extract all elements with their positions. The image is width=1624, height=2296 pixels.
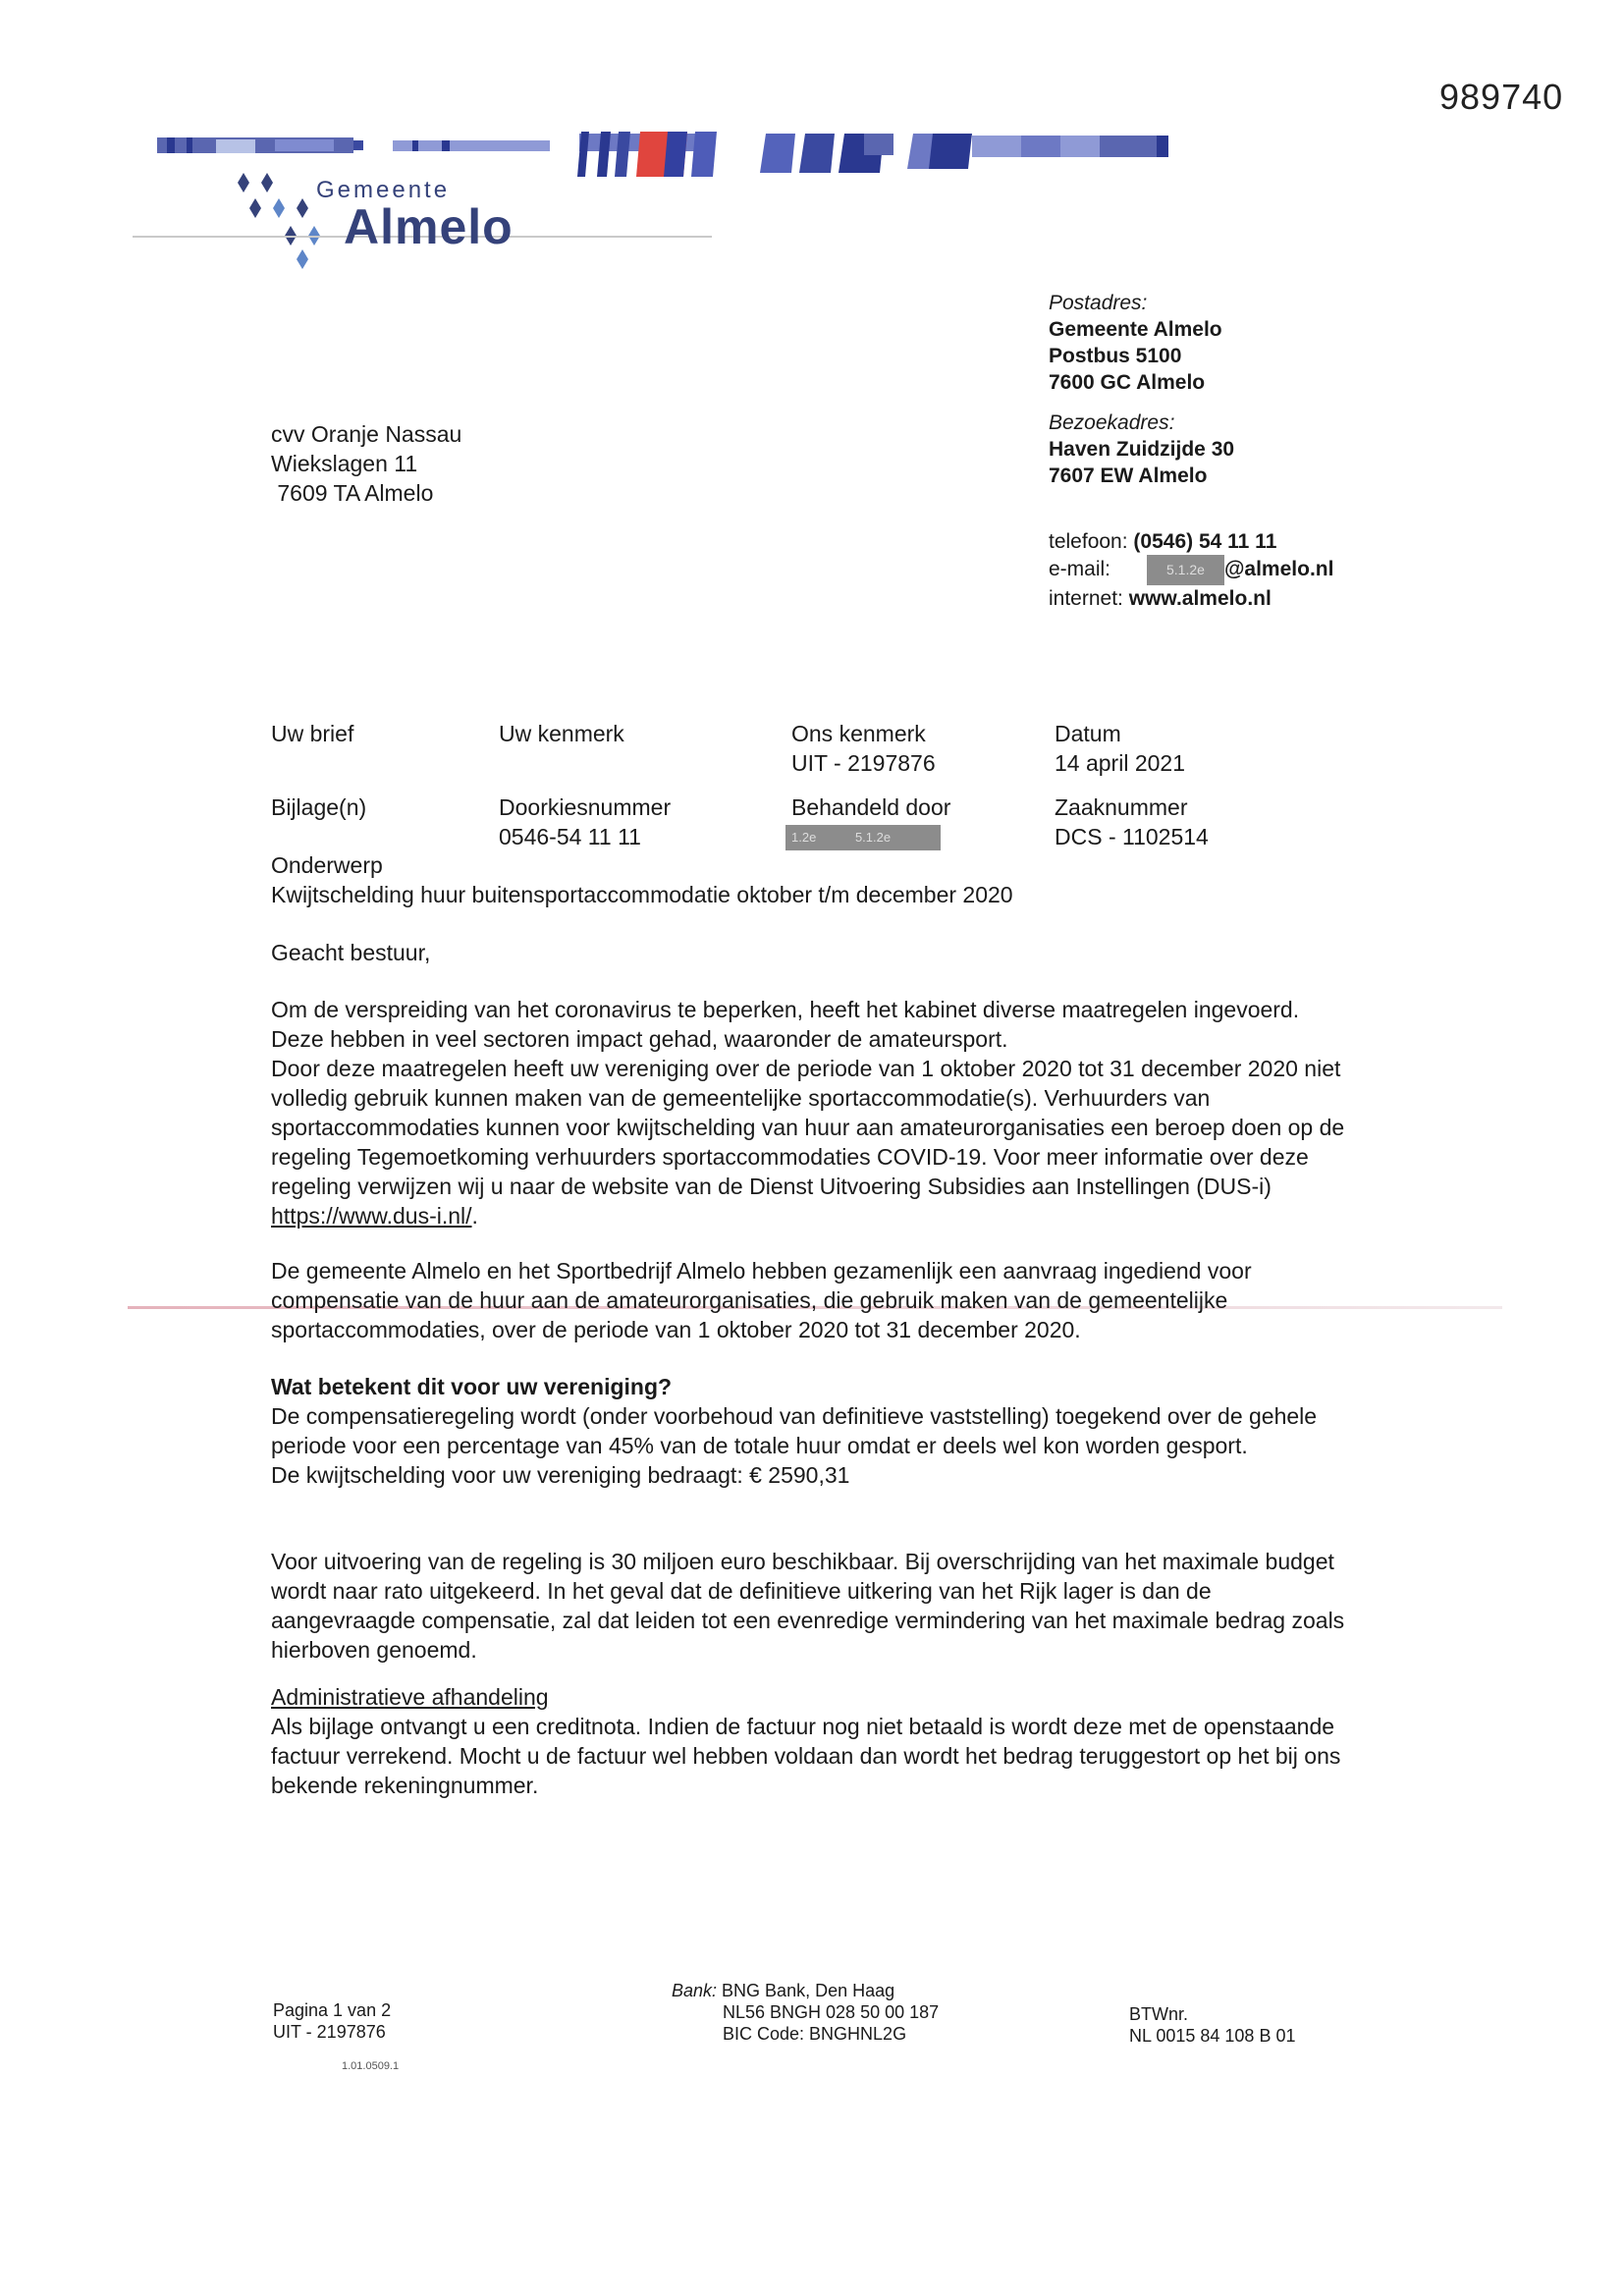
doorkies-value: 0546-54 11 11 (499, 824, 641, 849)
document-number: 989740 (1439, 77, 1564, 117)
internet-label: internet: (1049, 587, 1123, 610)
ons-kenmerk-label: Ons kenmerk (791, 721, 926, 746)
logo-diamonds-icon (232, 169, 326, 285)
page-number: Pagina 1 van 2 (273, 2000, 392, 2020)
onderwerp-label: Onderwerp (271, 852, 383, 878)
visit-label: Bezoekadres: (1049, 411, 1175, 434)
section-heading: Wat betekent dit voor uw vereniging? (271, 1374, 673, 1399)
footer-btw (1129, 2003, 1295, 2047)
footer-bank (672, 1980, 939, 2045)
paragraph-text: Voor uitvoering van de regeling is 30 miljoen euro beschikbaar. Bij overschrijding van het maximale budget wordt naar rato uitgekeerd. In het geval dat de definitieve uitkering van het Rijk lager is dan de aangevraagde compensatie, zal dat leiden tot een evenredige vermindering van het maximale bedrag zoals hierboven genoemd. (271, 1549, 1345, 1663)
btw-label: BTWnr. (1129, 2004, 1189, 2024)
paragraph-end: . (471, 1203, 478, 1229)
bijlage-label: Bijlage(n) (271, 794, 367, 820)
zaak-value: DCS - 1102514 (1055, 824, 1209, 849)
btw-number: NL 0015 84 108 B 01 (1129, 2026, 1296, 2046)
postal-line: 7600 GC Almelo (1049, 371, 1206, 394)
behandeld-redaction (785, 825, 941, 850)
phone-value: (0546) 54 11 11 (1133, 530, 1277, 553)
datum-label: Datum (1055, 721, 1121, 746)
uw-brief-label: Uw brief (271, 721, 354, 746)
letter-paragraph-1 (271, 995, 1351, 1230)
letter-paragraph-2 (271, 1256, 1351, 1344)
paragraph-text: De gemeente Almelo en het Sportbedrijf Almelo hebben gezamenlijk een aanvraag ingediend voor compensatie van de huur aan de amateurorganisaties, die gebruik maken van de gemeentelijke sportaccommodaties, over de periode van 1 oktober 2020 tot 31 december 2020. (271, 1258, 1252, 1342)
recipient-line: Wiekslagen 11 (271, 451, 418, 476)
letter-paragraph-4 (271, 1547, 1351, 1665)
uw-kenmerk-label: Uw kenmerk (499, 721, 624, 746)
letter-section-administratie (271, 1682, 1351, 1800)
bank-name: BNG Bank, Den Haag (722, 1981, 895, 2000)
doorkies-label: Doorkiesnummer (499, 794, 672, 820)
logo-text-small: Gemeente (316, 177, 451, 203)
footer-page (273, 1999, 391, 2043)
recipient-line: cvv Oranje Nassau (271, 421, 462, 447)
paragraph-text: De compensatieregeling wordt (onder voorbehoud van definitieve vaststelling) toegekend over de gehele periode voor een percentage van 45% van de totale huur omdat er deels wel kon worden gesport. (271, 1403, 1318, 1458)
visit-line: 7607 EW Almelo (1049, 465, 1208, 487)
section-heading: Administratieve afhandeling (271, 1684, 549, 1710)
form-code: 1.01.0509.1 (342, 2060, 400, 2072)
paragraph-text: Om de verspreiding van het coronavirus te beperken, heeft het kabinet diverse maatregelen ingevoerd. Deze hebben in veel sectoren impact gehad, waaronder de amateursport. (271, 997, 1300, 1052)
internet-link[interactable]: www.almelo.nl (1128, 587, 1272, 610)
redaction-code: 1.2e (791, 830, 817, 845)
visit-line: Haven Zuidzijde 30 (1049, 438, 1235, 461)
email-redaction: 5.1.2e (1147, 555, 1224, 585)
postal-line: Gemeente Almelo (1049, 318, 1222, 341)
footer-ref: UIT - 2197876 (273, 2022, 386, 2042)
letter-section-vereniging (271, 1372, 1351, 1490)
sender-contact (1049, 528, 1333, 612)
sender-address (1049, 290, 1234, 489)
postal-label: Postadres: (1049, 292, 1148, 314)
onderwerp-value: Kwijtschelding huur buitensportaccommodatie oktober t/m december 2020 (271, 882, 1013, 907)
bic: BIC Code: BNGHNL2G (723, 2024, 907, 2044)
paragraph-text: Door deze maatregelen heeft uw vereniging over de periode van 1 oktober 2020 tot 31 december 2020 niet volledig gebruik kunnen maken van de gemeentelijke sportaccommodatie(s). Verhuurders van sportaccommodaties kunnen voor kwijtschelding van huur aan amateurorganisaties een beroep doen op de regeling Tegemoetkoming verhuurders sportaccommodaties COVID-19. Voor meer informatie over deze regeling verwijzen wij u naar de website van de Dienst Uitvoering Subsidies aan Instellingen (DUS-i) (271, 1056, 1345, 1199)
redaction-code: 5.1.2e (854, 830, 892, 845)
zaak-label: Zaaknummer (1055, 794, 1188, 820)
email-domain: @almelo.nl (1223, 558, 1334, 581)
iban: NL56 BNGH 028 50 00 187 (723, 2002, 940, 2022)
amount-line: De kwijtschelding voor uw vereniging bedraagt: € 2590,31 (271, 1462, 850, 1488)
salutation: Geacht bestuur, (271, 940, 431, 965)
dus-i-link[interactable]: https://www.dus-i.nl/ (271, 1203, 472, 1229)
phone-label: telefoon: (1049, 530, 1128, 553)
logo-text-big: Almelo (344, 199, 514, 254)
postal-line: Postbus 5100 (1049, 345, 1182, 367)
email-label: e-mail: (1049, 558, 1111, 581)
recipient-line: 7609 TA Almelo (271, 480, 434, 506)
recipient-address (271, 419, 461, 508)
behandeld-label: Behandeld door (791, 794, 951, 820)
ons-kenmerk-value: UIT - 2197876 (791, 750, 936, 776)
datum-value: 14 april 2021 (1055, 750, 1185, 776)
paragraph-text: Als bijlage ontvangt u een creditnota. Indien de factuur nog niet betaald is wordt deze met de openstaande factuur verrekend. Mocht u de factuur wel hebben voldaan dan wordt het bedrag teruggestort op het bij ons bekende rekeningnummer. (271, 1714, 1341, 1798)
bank-label: Bank: (672, 1981, 718, 2000)
